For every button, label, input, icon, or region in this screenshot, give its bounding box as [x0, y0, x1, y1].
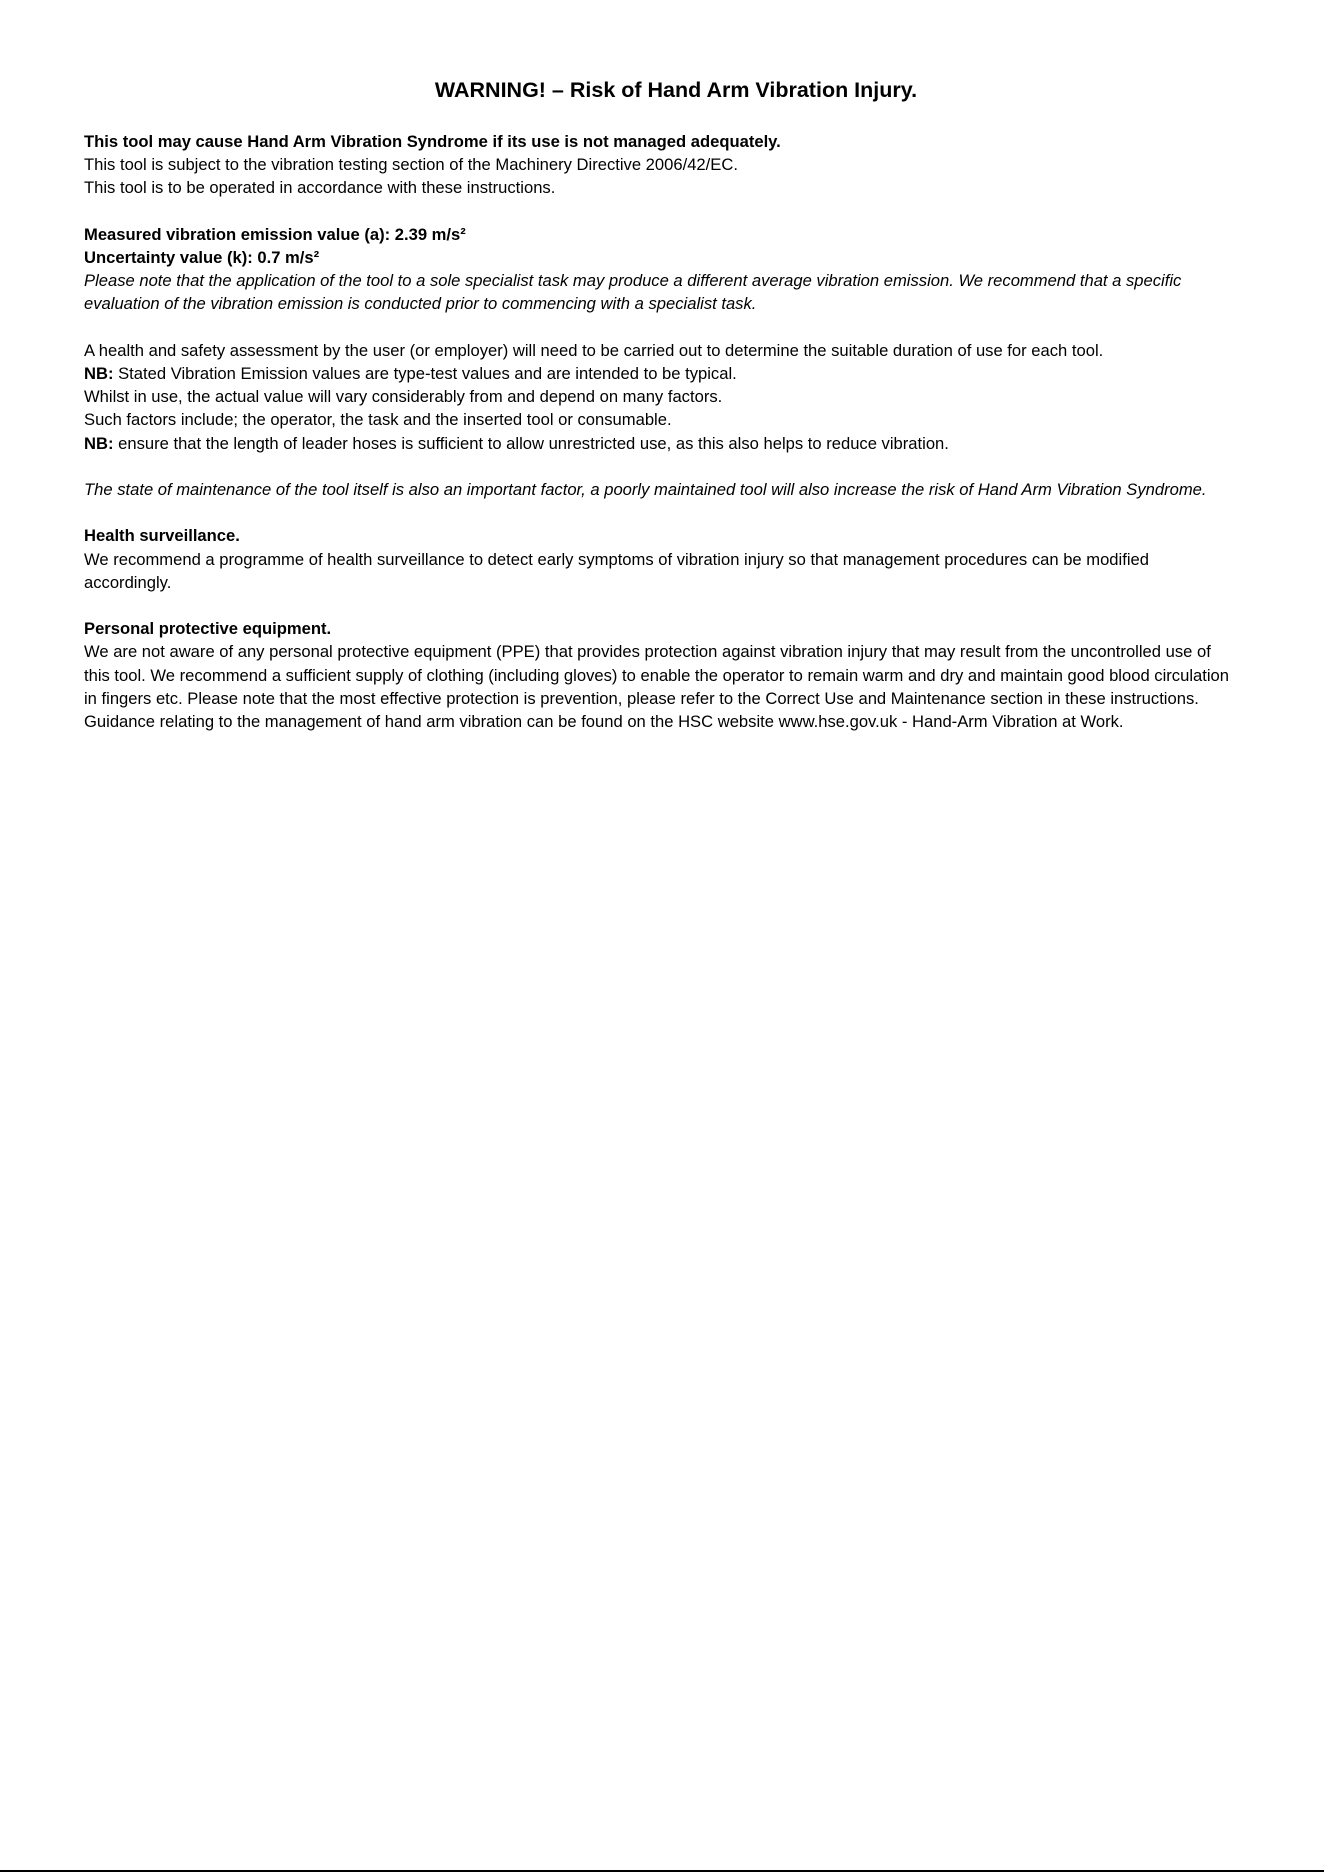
- maintenance-section: [84, 478, 1240, 501]
- nb-label: NB:: [84, 433, 114, 453]
- health-surveillance-section: [84, 524, 1240, 594]
- factors-line: Such factors include; the operator, the task and the inserted tool or consumable.: [84, 410, 672, 430]
- nb-label: NB:: [84, 364, 114, 383]
- assessment-line: A health and safety assessment by the user (or employer) will need to be carried out to determine the suitable duration of use for each tool.: [84, 340, 1104, 360]
- nb-leader-hoses: [84, 432, 1240, 455]
- nb-text: Stated Vibration Emission values are type-test values and are intended to be typical.: [113, 364, 737, 383]
- intro-section: [84, 130, 1240, 200]
- ppe-section: [84, 617, 1240, 733]
- assessment-section: [84, 339, 1240, 455]
- specialist-task-note: Please note that the application of the tool to a sole specialist task may produce a different average vibration emission. We recommend that a specific evaluation of the vibration emission is conducted prior to commencing with a specialist task.: [84, 271, 1182, 314]
- emission-value: Measured vibration emission value (a): 2.39 m/s²: [84, 224, 466, 244]
- health-surveillance-text: We recommend a programme of health surveillance to detect early symptoms of vibration injury so that management procedures can be modified accordingly.: [84, 549, 1149, 592]
- instructions-line: This tool is to be operated in accordance with these instructions.: [84, 178, 556, 198]
- value-variation-line: Whilst in use, the actual value will vary considerably from and depend on many factors.: [84, 387, 723, 407]
- document-page: [84, 76, 1240, 756]
- warning-statement: This tool may cause Hand Arm Vibration Syndrome if its use is not managed adequately.: [84, 132, 781, 151]
- page-title: WARNING! – Risk of Hand Arm Vibration Injury.: [434, 78, 918, 102]
- maintenance-note: The state of maintenance of the tool itself is also an important factor, a poorly maintained tool will also increase the risk of Hand Arm Vibration Syndrome.: [84, 480, 1207, 499]
- ppe-heading: Personal protective equipment.: [84, 619, 332, 639]
- vibration-values-section: [84, 223, 1240, 316]
- ppe-text: We are not aware of any personal protective equipment (PPE) that provides protection against vibration injury that may result from the uncontrolled use of this tool. We recommend a sufficient supply of clothing (including gloves) to enable the operator to remain warm and dry and maintain good blood circulation in fingers etc. Please note that the most effective protection is prevention, please refer to the Correct Use and Maintenance section in these instructions. Guidance relating to the management of hand arm vibration can be found on the HSC website www.hse.gov.uk - Hand-Arm Vibration at Work.: [84, 642, 1229, 731]
- uncertainty-value: Uncertainty value (k): 0.7 m/s²: [84, 248, 320, 267]
- nb-text: ensure that the length of leader hoses is sufficient to allow unrestricted use, as this also helps to reduce vibration.: [113, 433, 949, 453]
- directive-line: This tool is subject to the vibration testing section of the Machinery Directive 2006/42/EC.: [84, 155, 738, 175]
- health-surveillance-heading: Health surveillance.: [84, 526, 240, 546]
- nb-typical-values: [84, 362, 1240, 385]
